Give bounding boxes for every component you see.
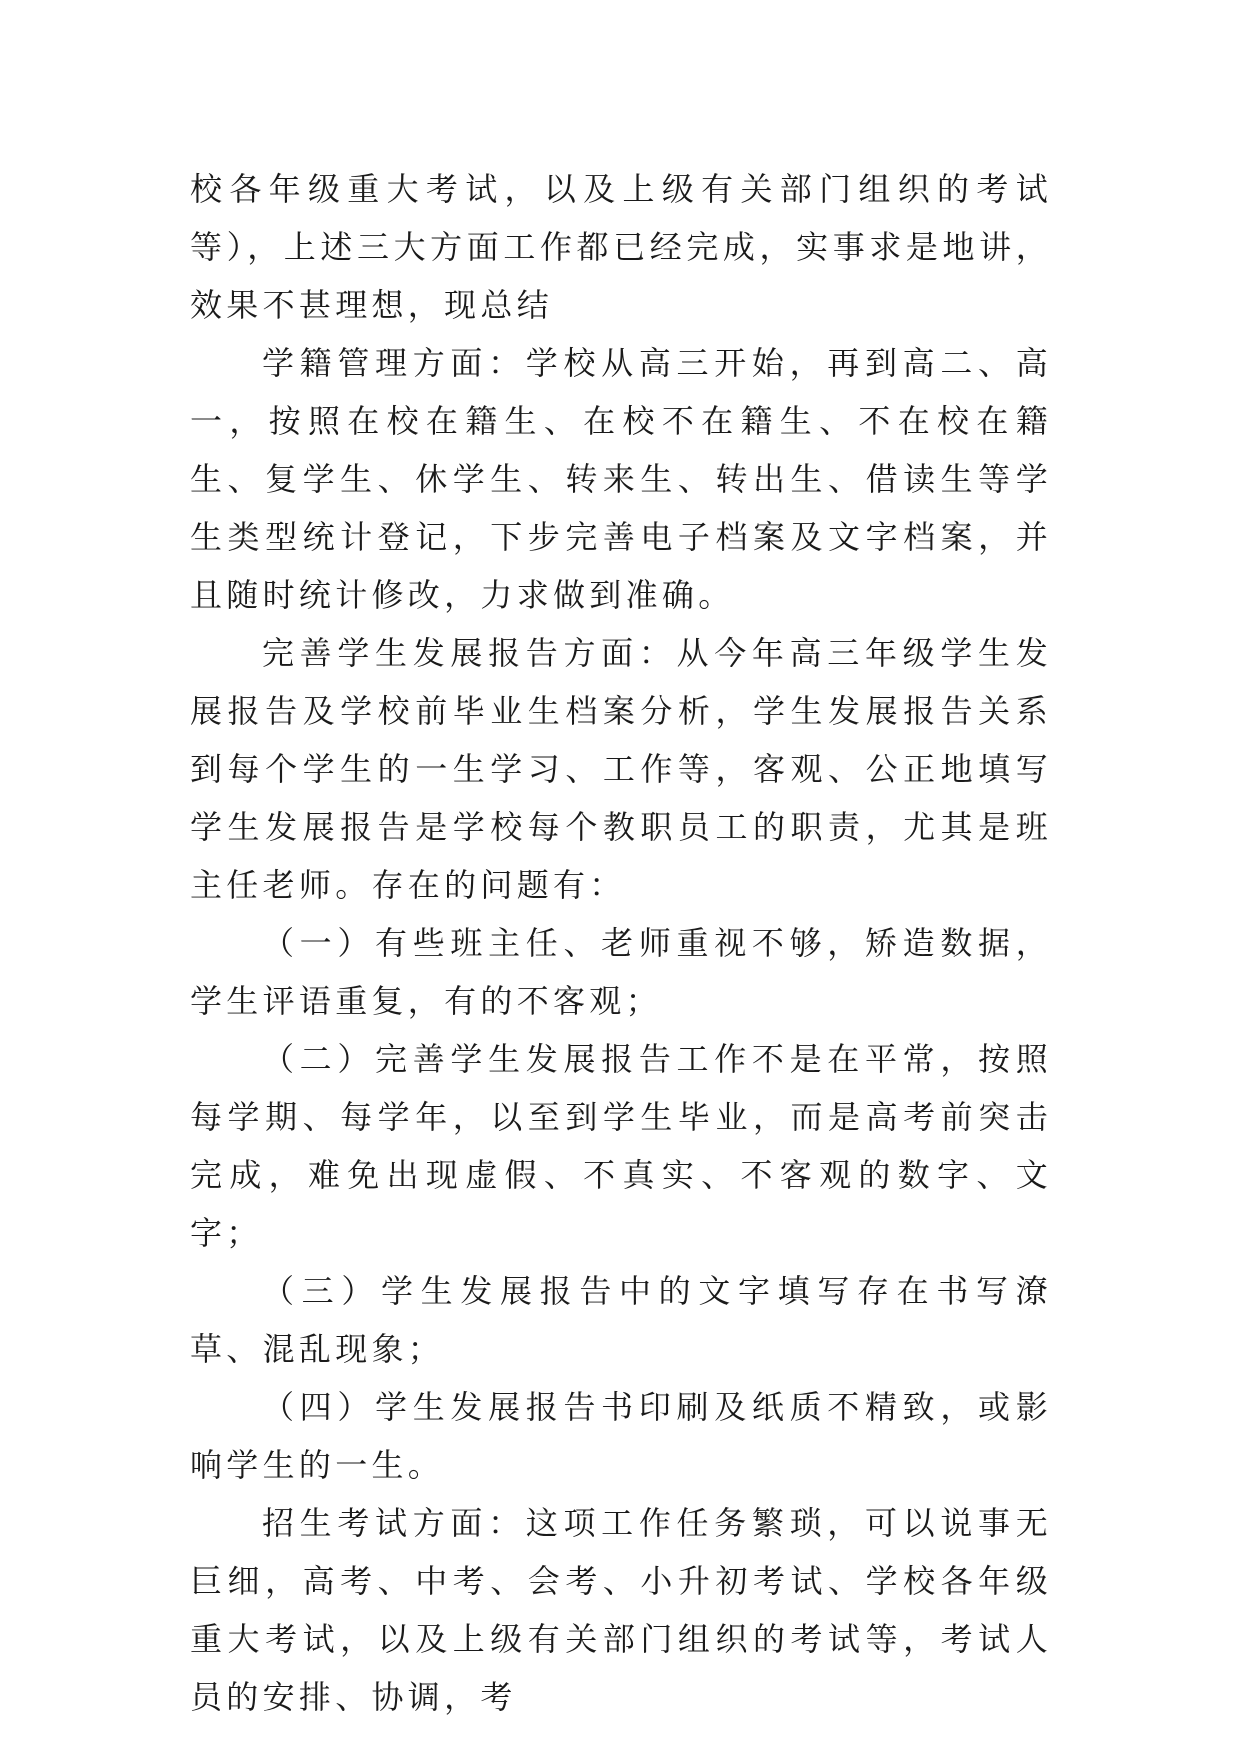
paragraph-enrollment-management: 学籍管理方面：学校从高三开始，再到高二、高一，按照在校在籍生、在校不在籍生、不在校在籍生、复学生、休学生、转来生、转出生、借读生等学生类型统计登记，下步完善电子档案及文字档案，并且随时统计修改，力求做到准确。	[190, 344, 1052, 614]
paragraph-continuation: 校各年级重大考试，以及上级有关部门组织的考试等），上述三大方面工作都已经完成，实事求是地讲，效果不甚理想，现总结	[190, 170, 1052, 324]
paragraph-issue-1: （一）有些班主任、老师重视不够，矫造数据，学生评语重复，有的不客观；	[190, 924, 1052, 1020]
document-page	[190, 160, 1052, 1726]
paragraph-issue-3: （三）学生发展报告中的文字填写存在书写潦草、混乱现象；	[190, 1272, 1052, 1368]
paragraph-student-development-report: 完善学生发展报告方面：从今年高三年级学生发展报告及学校前毕业生档案分析，学生发展报告关系到每个学生的一生学习、工作等，客观、公正地填写学生发展报告是学校每个教职员工的职责，尤其是班主任老师。存在的问题有：	[190, 634, 1052, 904]
paragraph-admission-exams: 招生考试方面：这项工作任务繁琐，可以说事无巨细，高考、中考、会考、小升初考试、学校各年级重大考试，以及上级有关部门组织的考试等，考试人员的安排、协调，考	[190, 1504, 1052, 1716]
paragraph-issue-4: （四）学生发展报告书印刷及纸质不精致，或影响学生的一生。	[190, 1388, 1052, 1484]
paragraph-issue-2: （二）完善学生发展报告工作不是在平常，按照每学期、每学年，以至到学生毕业，而是高考前突击完成，难免出现虚假、不真实、不客观的数字、文字；	[190, 1040, 1052, 1252]
